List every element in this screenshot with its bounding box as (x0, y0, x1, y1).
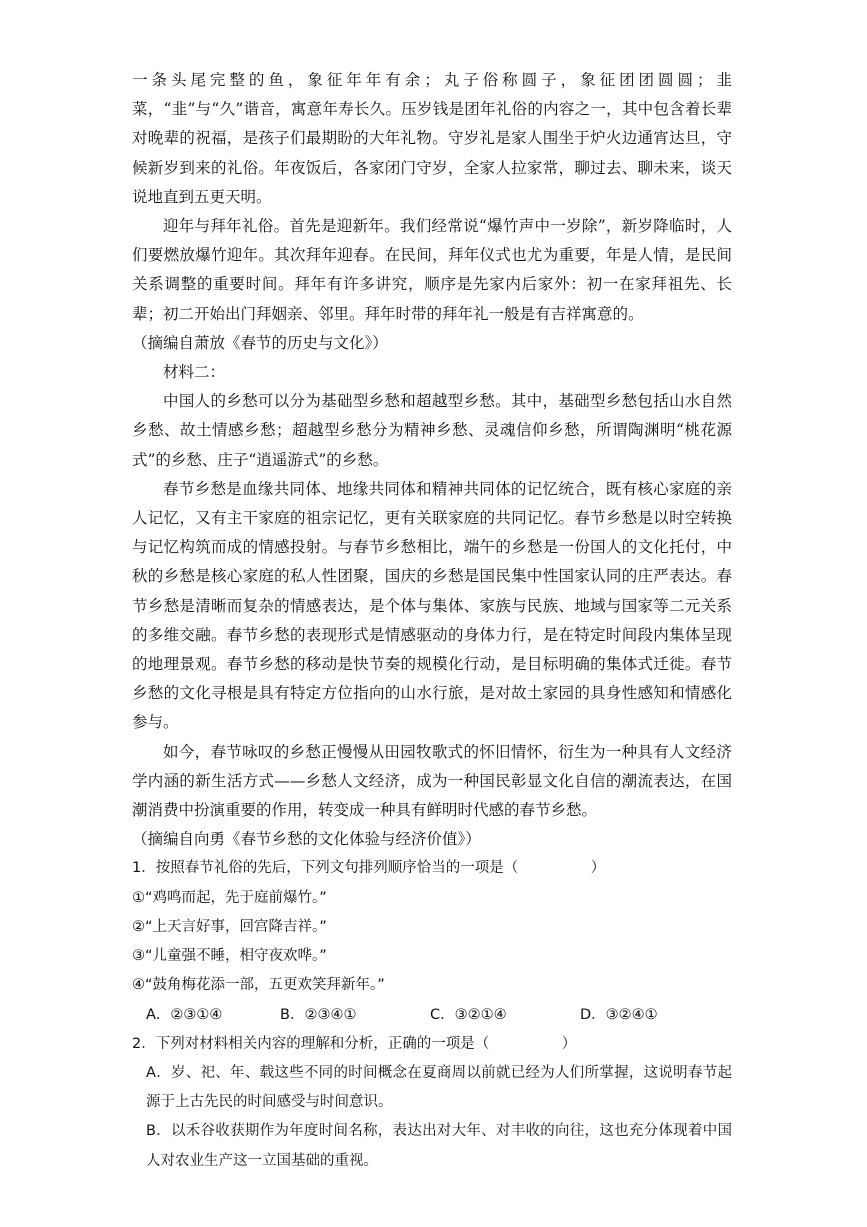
material2-source: （摘编自向勇《春节乡愁的文化体验与经济价值》） (132, 830, 481, 849)
material2-paragraph: 如今，春节咏叹的乡愁正慢慢从田园牧歌式的怀旧情怀，衍生为一种具有人文经济学内涵的新生活方式——乡愁人文经济，成为一种国民彰显文化自信的潮流表达，在国潮消费中扮演重要的作用，转变成一种具有鲜明时代感的春节乡愁。 (132, 742, 732, 820)
material1-paragraph: 一条头尾完整的鱼，象征年年有余；丸子俗称圆子，象征团团圆圆；韭菜，“韭”与“久”谐音，寓意年寿长久。压岁钱是团年礼俗的内容之一，其中包含着长辈对晚辈的祝福，是孩子们最期盼的大年礼物。守岁礼是家人围坐于炉火边通宵达旦，守候新岁到来的礼俗。年夜饭后，各家闭门守岁，全家人拉家常，聊过去、聊未来，谈天说地直到五更天明。 (132, 71, 732, 206)
material1-paragraph: 迎年与拜年礼俗。首先是迎新年。我们经常说“爆竹声中一岁除”，新岁降临时，人们要燃放爆竹迎年。其次拜年迎春。在民间，拜年仪式也尤为重要，年是人情，是民间关系调整的重要时间。拜年有许多讲究，顺序是先家内后家外：初一在家拜祖先、长辈；初二开始出门拜姻亲、邻里。拜年时带的拜年礼一般是有吉祥寓意的。 (132, 217, 732, 323)
document-page (132, 66, 732, 1176)
question-2-answer-b: B．以禾谷收获期作为年度时间名称，表达出对大年、对丰收的向往，这也充分体现着中国人对农业生产这一立国基础的重视。 (146, 1123, 732, 1169)
question-2-stem: 2．下列对材料相关内容的理解和分析，正确的一项是（ ） (132, 1035, 577, 1052)
choice-d: D．③②④① (580, 1006, 658, 1023)
question-2-answer-a: A．岁、祀、年、载这些不同的时间概念在夏商周以前就已经为人们所掌握，这说明春节起源于上古先民的时间感受与时间意识。 (146, 1064, 732, 1111)
choice-c: C．③②①④ (430, 1006, 507, 1023)
question-1-choices (132, 1001, 732, 1030)
question-1-item: ④“鼓角梅花添一部，五更欢笑拜新年。” (132, 977, 385, 994)
question-1-item: ②“上天言好事，回宫降吉祥。” (132, 918, 327, 935)
choice-b: B．②③④① (280, 1006, 357, 1023)
material2-paragraph: 中国人的乡愁可以分为基础型乡愁和超越型乡愁。其中，基础型乡愁包括山水自然乡愁、故土情感乡愁；超越型乡愁分为精神乡愁、灵魂信仰乡愁，所谓陶渊明“桃花源式”的乡愁、庄子“逍遥游式”的乡愁。 (132, 392, 732, 469)
material2-paragraph: 春节乡愁是血缘共同体、地缘共同体和精神共同体的记忆统合，既有核心家庭的亲人记忆，又有主干家庭的祖宗记忆，更有关联家庭的共同记忆。春节乡愁是以时空转换与记忆构筑而成的情感投射。与春节乡愁相比，端午的乡愁是一份国人的文化托付，中秋的乡愁是核心家庭的私人性团聚，国庆的乡愁是国民集中性国家认同的庄严表达。春节乡愁是清晰而复杂的情感表达，是个体与集体、家族与民族、地域与国家等二元关系的多维交融。春节乡愁的表现形式是情感驱动的身体力行，是在特定时间段内集体呈现的地理景观。春节乡愁的移动是快节奏的规模化行动，是目标明确的集体式迁徙。春节乡愁的文化寻根是具有特定方位指向的山水行旅，是对故土家园的具身性感知和情感化参与。 (132, 479, 732, 732)
choice-a: A．②③①④ (146, 1006, 223, 1023)
material1-source: （摘编自萧放《春节的历史与文化》） (132, 333, 388, 352)
material2-heading: 材料二： (163, 363, 226, 382)
question-1-stem: 1．按照春节礼俗的先后，下列文句排列顺序恰当的一项是（ ） (132, 860, 606, 877)
question-1-item: ③“儿童强不睡，相守夜欢哗。” (132, 948, 327, 965)
question-1-item: ①“鸡鸣而起，先于庭前爆竹。” (132, 889, 327, 906)
